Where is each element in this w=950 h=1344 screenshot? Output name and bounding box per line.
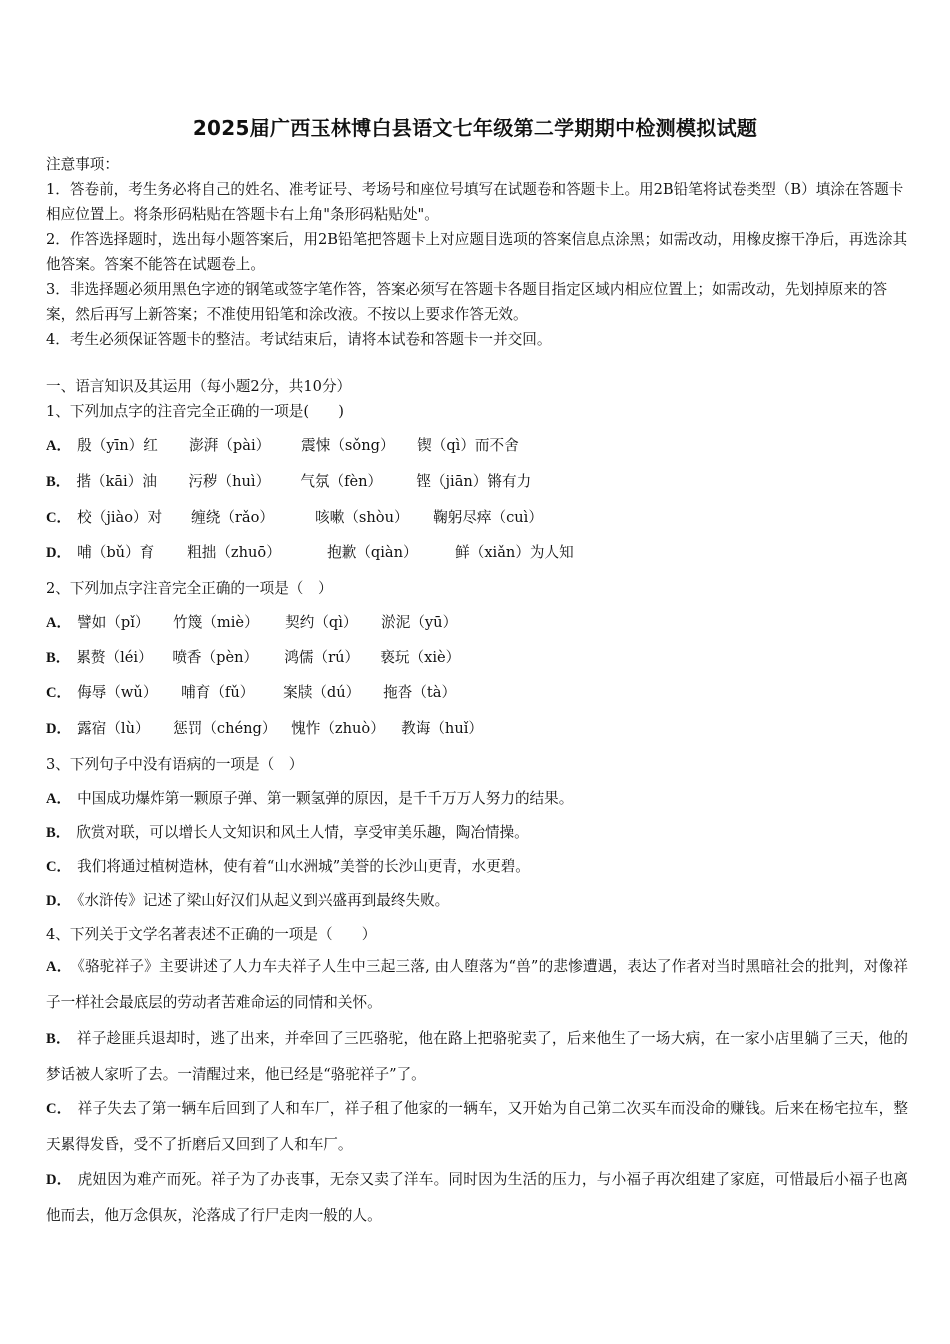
q1-option-b <box>46 470 531 491</box>
q4-option-d <box>46 1162 908 1234</box>
question-1-stem: 1、下列加点字的注音完全正确的一项是( ) <box>46 403 344 420</box>
option-label: B． <box>46 474 71 490</box>
option-item: 竹篾（miè） <box>173 614 259 631</box>
option-label: B． <box>46 825 71 841</box>
option-text: 《水浒传》记述了梁山好汉们从起义到兴盛再到最终失败。 <box>77 892 450 909</box>
option-label: D． <box>46 893 72 909</box>
section-heading: 一、语言知识及其运用（每小题2分，共10分） <box>46 378 352 395</box>
notice-item: 1．答卷前，考生务必将自己的姓名、准考证号、考场号和座位号填写在试题卷和答题卡上。用2B铅笔将试卷类型（B）填涂在答题卡相应位置上。将条形码粘贴在答题卡右上角"条形码粘贴处"。 <box>46 181 904 223</box>
question-4-stem: 4、下列关于文学名著表述不正确的一项是（ ） <box>46 926 377 943</box>
q2-option-b <box>46 646 460 667</box>
option-item: 殷（yīn）红 <box>77 437 158 454</box>
option-item: 污秽（huì） <box>188 473 271 490</box>
option-text: 我们将通过植树造林，使有着“山水洲城”美誉的长沙山更青，水更碧。 <box>77 858 530 875</box>
q4-option-b <box>46 1021 908 1093</box>
option-label: C． <box>46 685 72 701</box>
q3-option-c <box>46 855 530 876</box>
option-item: 震悚（sǒng） <box>301 437 395 454</box>
option-item: 揩（kāi）油 <box>76 473 157 490</box>
option-label: A． <box>46 959 72 975</box>
option-item: 亵玩（xiè） <box>380 649 461 666</box>
option-item: 契约（qì） <box>285 614 358 631</box>
page-title: 2025届广西玉林博白县语文七年级第二学期期中检测模拟试题 <box>192 116 758 140</box>
notice-block <box>46 152 908 352</box>
question-2-stem: 2、下列加点字注音完全正确的一项是（ ） <box>46 580 333 597</box>
notice-item: 2．作答选择题时，选出每小题答案后，用2B铅笔把答题卡上对应题目选项的答案信息点涂黑；如需改动，用橡皮擦干净后，再选涂其他答案。答案不能答在试题卷上。 <box>46 231 908 273</box>
option-item: 愧怍（zhuò） <box>291 720 385 737</box>
option-text: 中国成功爆炸第一颗原子弹、第一颗氢弹的原因，是千千万万人努力的结果。 <box>77 790 574 807</box>
option-label: A． <box>46 438 72 454</box>
q2-option-d <box>46 717 483 738</box>
option-item: 鸿儒（rú） <box>284 649 360 666</box>
option-item: 喷香（pèn） <box>172 649 259 666</box>
option-text: 欣赏对联，可以增长人文知识和风土人情，享受审美乐趣，陶冶情操。 <box>76 824 529 841</box>
q2-option-a <box>46 611 457 632</box>
option-item: 侮辱（wǔ） <box>77 684 158 701</box>
option-label: D． <box>46 721 72 737</box>
notice-heading: 注意事项： <box>46 156 119 173</box>
option-label: A． <box>46 791 72 807</box>
q2-option-c <box>46 681 456 702</box>
option-label: A． <box>46 615 72 631</box>
option-label: B． <box>46 1031 71 1047</box>
option-label: C． <box>46 859 72 875</box>
option-item: 累赘（léi） <box>76 649 153 666</box>
option-item: 缠绕（rǎo） <box>191 509 274 526</box>
option-label: D． <box>46 545 72 561</box>
option-label: B． <box>46 650 71 666</box>
option-label: C． <box>46 510 72 526</box>
option-item: 铿（jiān）锵有力 <box>416 473 532 490</box>
q4-option-c <box>46 1091 908 1163</box>
option-item: 露宿（lù） <box>77 720 150 737</box>
q1-option-d <box>46 541 574 562</box>
option-item: 案牍（dú） <box>283 684 361 701</box>
q1-option-c <box>46 506 543 527</box>
q3-option-a <box>46 787 573 808</box>
option-item: 鲜（xiǎn）为人知 <box>455 544 574 561</box>
option-text: 祥子失去了第一辆车后回到了人和车厂，祥子租了他家的一辆车，又开始为自己第二次买车而没命的赚钱。后来在杨宅拉车，整天累得发昏，受不了折磨后又回到了人和车厂。 <box>46 1100 908 1153</box>
option-item: 气氛（fèn） <box>300 473 383 490</box>
option-item: 校（jiào）对 <box>77 509 163 526</box>
option-item: 鞠躬尽瘁（cuì） <box>433 509 543 526</box>
option-item: 抱歉（qiàn） <box>327 544 418 561</box>
option-text: 虎妞因为难产而死。祥子为了办丧事，无奈又卖了洋车。同时因为生活的压力，与小福子再次组建了家庭，可惜最后小福子也离他而去，他万念俱灰，沦落成了行尸走肉一般的人。 <box>46 1171 908 1224</box>
option-item: 粗拙（zhuō） <box>187 544 281 561</box>
option-item: 咳嗽（shòu） <box>315 509 409 526</box>
option-item: 淤泥（yū） <box>381 614 458 631</box>
option-item: 澎湃（pài） <box>189 437 271 454</box>
option-item: 哺（bǔ）育 <box>77 544 155 561</box>
question-3-stem: 3、下列句子中没有语病的一项是（ ） <box>46 756 304 773</box>
option-item: 锲（qì）而不舍 <box>417 437 519 454</box>
q3-option-b <box>46 821 529 842</box>
q3-option-d <box>46 889 449 910</box>
option-text: 祥子趁匪兵退却时，逃了出来，并牵回了三匹骆驼，他在路上把骆驼卖了，后来他生了一场大病，在一家小店里躺了三天，他的梦话被人家听了去。一清醒过来，他已经是“骆驼祥子”了。 <box>46 1030 908 1083</box>
q4-option-a <box>46 949 908 1021</box>
option-item: 教诲（huǐ） <box>401 720 483 737</box>
option-item: 惩罚（chéng） <box>173 720 277 737</box>
q1-option-a <box>46 434 519 455</box>
notice-item: 4．考生必须保证答题卡的整洁。考试结束后，请将本试卷和答题卡一并交回。 <box>46 331 552 348</box>
option-item: 哺育（fǔ） <box>181 684 255 701</box>
option-item: 拖沓（tà） <box>383 684 457 701</box>
notice-item: 3．非选择题必须用黑色字迹的钢笔或签字笔作答，答案必须写在答题卡各题目指定区域内相应位置上；如需改动，先划掉原来的答案，然后再写上新答案；不准使用铅笔和涂改液。不按以上要求作答无效。 <box>46 281 888 323</box>
option-label: D． <box>46 1172 72 1188</box>
option-label: C． <box>46 1101 72 1117</box>
option-text: 《骆驼祥子》主要讲述了人力车夫祥子人生中三起三落, 由人堕落为“兽”的悲惨遭遇，表达了作者对当时黑暗社会的批判，对像祥子一样社会最底层的劳动者苦难命运的同情和关怀。 <box>46 958 909 1011</box>
option-item: 譬如（pǐ） <box>77 614 150 631</box>
